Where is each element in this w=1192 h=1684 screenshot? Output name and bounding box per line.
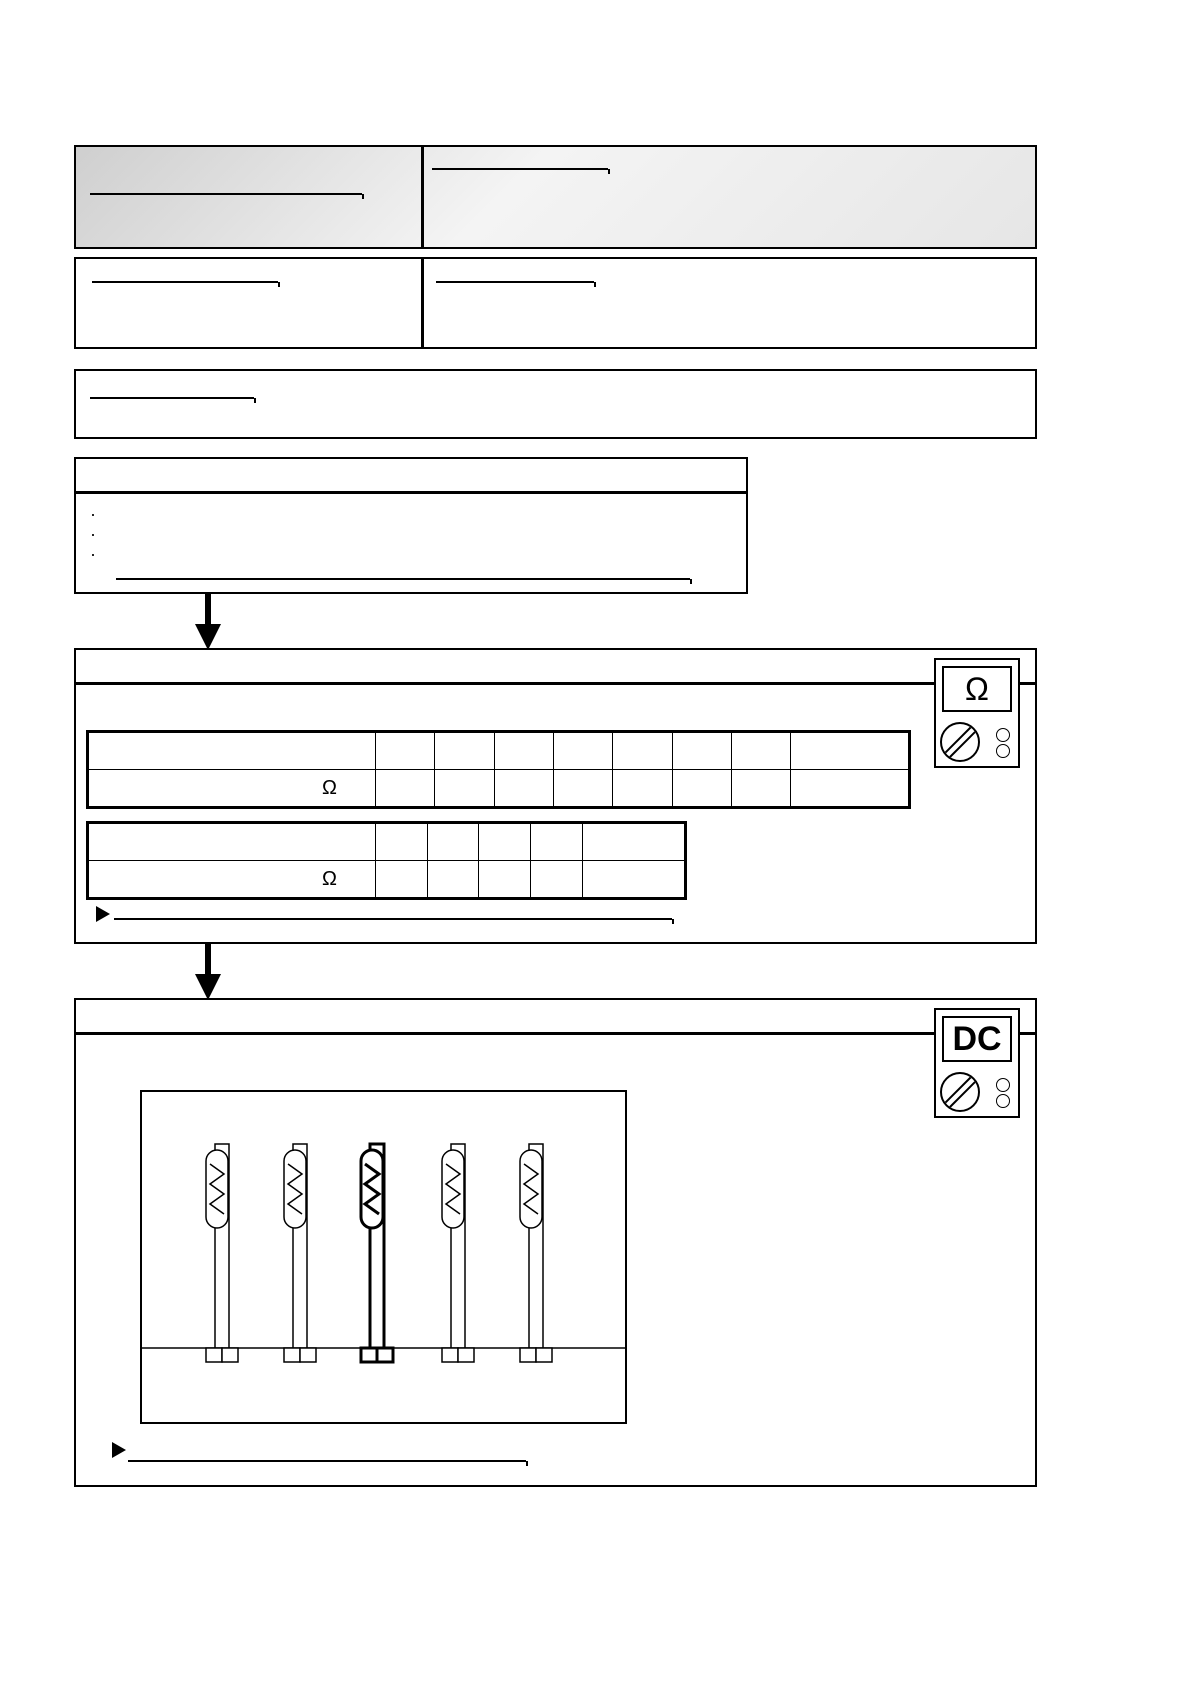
table-row — [88, 732, 910, 770]
table-cell — [613, 732, 672, 770]
table-cell — [613, 770, 672, 808]
flow-arrow-2 — [205, 944, 211, 976]
description-box — [74, 369, 1037, 439]
step1-bullet: · — [90, 544, 96, 564]
table-row-unit: Ω — [88, 770, 376, 808]
header-divider — [421, 147, 424, 247]
meter-jack-icon — [996, 1094, 1010, 1108]
step3-header-rule — [76, 1032, 1035, 1035]
step2-header-rule — [76, 682, 1035, 685]
table-row — [88, 823, 686, 861]
table-cell — [376, 823, 428, 861]
header-info-box — [74, 257, 1037, 349]
meter-display: Ω — [942, 666, 1012, 712]
step1-bullet: · — [90, 504, 96, 524]
table-cell — [672, 770, 731, 808]
step2-box — [74, 648, 1037, 944]
result-arrow-icon — [96, 906, 110, 922]
table-row-label — [88, 732, 376, 770]
table-cell — [427, 861, 479, 899]
table-row-unit: Ω — [88, 861, 376, 899]
resistance-table-2 — [86, 821, 687, 900]
table-cell — [494, 770, 553, 808]
subtitle-underline — [432, 168, 608, 170]
table-cell — [376, 861, 428, 899]
table-cell — [553, 732, 612, 770]
table-cell — [494, 732, 553, 770]
step1-result-underline — [116, 578, 690, 580]
table-row — [88, 770, 910, 808]
step2-result-underline — [114, 918, 672, 920]
table-cell — [479, 861, 531, 899]
table-cell — [731, 732, 790, 770]
table-cell — [435, 770, 494, 808]
table-cell — [553, 770, 612, 808]
info-right-underline — [436, 281, 594, 283]
meter-dial-icon — [940, 1072, 980, 1112]
table-cell — [376, 770, 435, 808]
flow-arrow-2-head — [195, 974, 221, 1000]
flow-arrow-1 — [205, 594, 211, 626]
table-cell — [427, 823, 479, 861]
step3-result-underline — [128, 1460, 526, 1462]
step1-bullet: · — [90, 524, 96, 544]
table-cell — [435, 732, 494, 770]
table-row-label — [88, 823, 376, 861]
table-cell — [791, 732, 910, 770]
table-cell — [479, 823, 531, 861]
step3-box — [74, 998, 1037, 1487]
table-row — [88, 861, 686, 899]
meter-display: DC — [942, 1016, 1012, 1062]
flow-arrow-1-head — [195, 624, 221, 650]
meter-jack-icon — [996, 1078, 1010, 1092]
title-underline — [90, 193, 362, 195]
meter-jack-icon — [996, 744, 1010, 758]
step1-box — [74, 457, 748, 594]
description-underline — [90, 397, 254, 399]
meter-dial-icon — [940, 722, 980, 762]
info-left-underline — [92, 281, 278, 283]
table-cell — [376, 732, 435, 770]
header-title-box — [74, 145, 1037, 249]
ohmmeter-icon — [934, 658, 1020, 768]
table-cell — [672, 732, 731, 770]
table-cell — [582, 861, 685, 899]
table-cell — [731, 770, 790, 808]
meter-jack-icon — [996, 728, 1010, 742]
dc-voltmeter-icon — [934, 1008, 1020, 1118]
table-cell — [530, 861, 582, 899]
table-cell — [530, 823, 582, 861]
step1-header-rule — [76, 491, 746, 494]
table-cell — [791, 770, 910, 808]
result-arrow-icon — [112, 1442, 126, 1458]
glow-plug-illustration — [140, 1090, 628, 1426]
table-cell — [582, 823, 685, 861]
resistance-table-1 — [86, 730, 911, 809]
info-divider — [421, 259, 424, 347]
